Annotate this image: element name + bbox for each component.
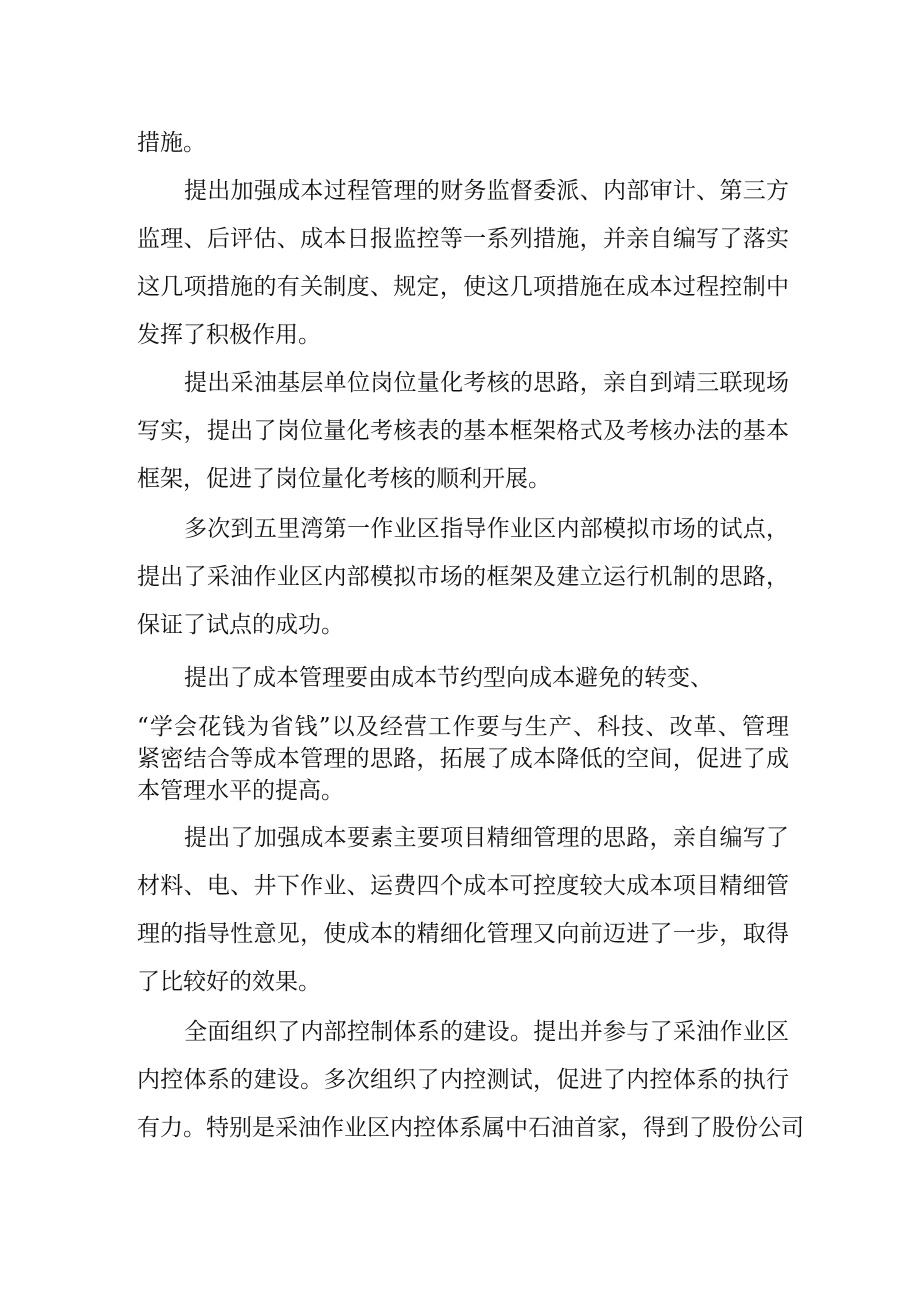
text-line: 多次到五里湾第一作业区指导作业区内部模拟市场的试点， [184,516,789,542]
text-line: 提出了成本管理要由成本节约型向成本避免的转变、 [184,665,713,691]
text-line: 本管理水平的提高。 [137,778,344,804]
text-line: 全面组织了内部控制体系的建设。提出并参与了采油作业区 [184,1019,789,1045]
text-line: 有力。特别是采油作业区内控体系属中石油首家，得到了股份公司 [137,1115,804,1141]
text-line: “学会花钱为省钱”以及经营工作要与生产、科技、改革、管理 [137,714,789,740]
text-line: 保证了试点的成功。 [137,612,344,638]
text-line: 紧密结合等成本管理的思路，拓展了成本降低的空间，促进了成 [137,746,789,772]
text-line: 提出了采油作业区内部模拟市场的框架及建立运行机制的思路， [137,564,789,590]
text-line: 发挥了积极作用。 [137,322,321,348]
text-line: 这几项措施的有关制度、规定，使这几项措施在成本过程控制中 [137,274,789,300]
text-line: 监理、后评估、成本日报监控等一系列措施，并亲自编写了落实 [137,226,789,252]
text-line: 提出采油基层单位岗位量化考核的思路，亲自到靖三联现场 [184,370,789,396]
text-line: 理的指导性意见，使成本的精细化管理又向前迈进了一步，取得 [137,921,789,947]
text-line: 内控体系的建设。多次组织了内控测试，促进了内控体系的执行 [137,1067,789,1093]
text-line: 措施。 [137,130,206,156]
text-line: 提出了加强成本要素主要项目精细管理的思路，亲自编写了 [184,825,789,851]
text-line: 了比较好的效果。 [137,969,321,995]
text-line: 写实，提出了岗位量化考核表的基本框架格式及考核办法的基本 [137,418,789,444]
text-line: 材料、电、井下作业、运费四个成本可控度较大成本项目精细管 [137,873,789,899]
text-line: 提出加强成本过程管理的财务监督委派、内部审计、第三方 [184,178,789,204]
text-line: 框架，促进了岗位量化考核的顺利开展。 [137,466,551,492]
